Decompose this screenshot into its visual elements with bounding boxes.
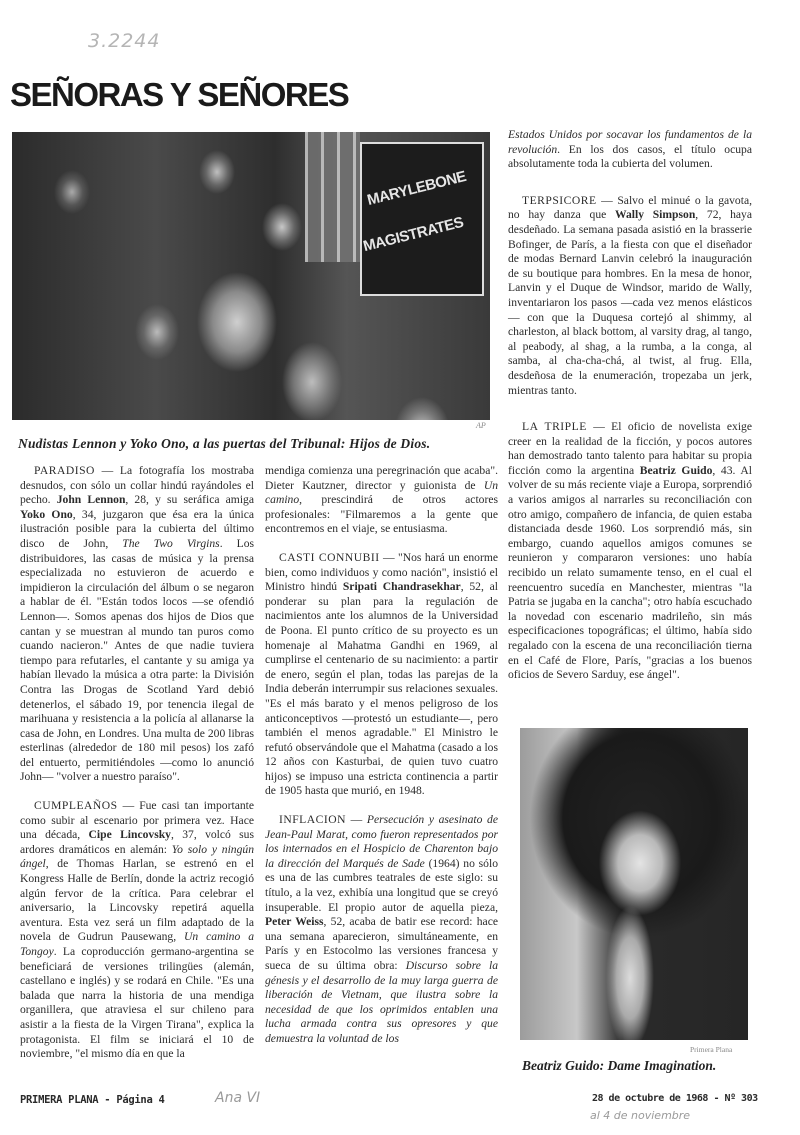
body-text: — "Nos hará un enorme bien, como individuos y como nación", insistió el Ministro hindú [265,550,498,594]
article-paragraph [508,420,752,683]
body-text: , prescindirá de otros actores profesionales: "Filmaremos a la gente que encontremos en el viaje, se entusiasma. [265,493,498,536]
italic-title: Discurso sobre la génesis y el desarrollo de la muy larga guerra de liberación de Vietnam, que ilustra sobre la necesidad de que los oprimidos entablen una lucha armada contra sus opresores y que demuestra la voluntad de los [265,959,498,1045]
article-column-3 [508,128,752,697]
article-paragraph [265,813,498,1047]
person-name: Beatriz Guido [639,463,713,477]
article-paragraph [265,464,498,537]
body-text: . Los distribuidores, las casas de música y la prensa especializada no estuvieron de acuerdo e impidieron la circulación del álbum o se negaron a hablar de él. "Están todos locos —se ofendió Lennon—. Somos apenas dos hijos de Dios que cantan y se muestran al mundo tan puros como cuando nacieron." Antes de que nadie tuviera tiempo para refutarles, el cantante y su amiga ya habían llevado la música a otra parte: la División Contra las Drogas de Scotland Yard debió detenerlos, el sábado 19, por tenencia ilegal de marihuana y resistencia a la policía al allanarse la casa de John, en Londres. Una multa de 200 libras esterlinas (alrededor de 180 mil pesos) los zafó del entuerto, permitiéndoles —como lo anunció John— "volver a nuestro paraíso". [20,536,254,784]
article-paragraph [508,128,752,172]
person-name: John Lennon [56,493,126,507]
article-paragraph [265,551,498,799]
body-text: . La coproducción germano-argentina se beneficiará de versiones trilingües (alemán, castellano e inglés) y se rodará en Chile. "Es una balada que narra la historia de una mendiga organillera, que atraviesa el sur chileno para asistir a la fiesta de la Virgen Tirana", explica la protagonista. El film se iniciará el 10 de noviembre, "el mismo día en que la [20,945,254,1061]
photo-caption: Beatriz Guido: Dame Imagination. [522,1058,717,1073]
person-name: Sripati Chandrasekhar [342,580,461,594]
italic-title: Estados Unidos por socavar los fundamentos de la revolución [508,128,752,156]
person-name: Yoko Ono [20,507,73,521]
section-heading: CUMPLEAÑOS [34,799,118,813]
section-heading: TERPSICORE [522,193,597,207]
article-paragraph [20,464,254,785]
body-text: , 72, haya desdeñado. La semana pasada asistió en la brasserie Bofinger, de París, a la fiesta con que el diseñador de modas Bernard Lanvin celebró la inauguración de su boutique para hombres. En la mesa de honor, Lanvin y el Duque de Windsor, marido de Wally, inventariaron los pasos —cada vez menos elásticos— con que la Duquesa cortejó al shimmy, al charleston, al black bottom, al varsity drag, al tango, al peabody, al shag, a la rumba, a la conga, al samba, al cha-cha-chá, al twist, al frug. Ella, desdeñosa de la enumeración, tropezaba un jerk, mientras tanto. [508,208,752,397]
person-name: Wally Simpson [615,208,696,222]
article-column-2 [265,464,498,1061]
body-text: — Salvo el minué o la gavota, no hay danza que [508,193,752,222]
person-name: Peter Weiss [265,915,324,929]
handwritten-signature: Ana VI [215,1090,261,1106]
body-text: , 34, juzgaron que ésa era la única ilustración posible para la cubierta del último disco de John, [20,507,254,550]
italic-title: Persecución y asesinato de Jean-Paul Marat, como fueron representados por los internados en el Hospicio de Charenton bajo la dirección del Marqués de Sade [265,813,498,870]
sign-line-1: MARYLEBONE [365,168,468,209]
handwritten-accession-number: 3.2244 [88,30,161,52]
body-text: (1964) no sólo es una de las cumbres teatrales de este siglo: su título, a la vez, exhibía una longitud que se creyó insuperable. El propio autor de aquella pieza, [265,856,498,914]
article-paragraph [20,799,254,1062]
italic-title: Yo solo y ningún ángel [20,842,254,871]
body-text: — [345,813,367,827]
window-grille [305,132,360,262]
body-text: , 43. Al volver de su más reciente viaje a Europa, sorprendió a varios amigos al narrarles su reconciliación con otro amigo, compañero de infancia, de quien estaba distanciada desde 1960. Los sorprendió más, sin embargo, cuando aquellos amigos comunes se reunieron y compararon versiones: uno había recibido un relato sumamente tenso, en el cual el reencuentro sucedía en Manchester, mientras "la Patria se jugaba en la cancha"; otro había escuchado la novedad con escenario madrileño, sin más especificaciones topográficas; el último, había sido regalado con la escena de una reconciliación tierna en el Café de Flore, París, "gracias a los buenos oficios de Severo Sarduy, ese ángel". [508,463,752,682]
body-text: — Fue casi tan importante como subir al escenario por primera vez. Hace una década, [20,799,254,842]
article-paragraph [508,194,752,398]
body-text: , 52, al ponderar su plan para la regulación de nacimientos ante los alumnos de la Universidad de Poona. El punto crítico de su proyecto es un homenaje al Mahatma Gandhi en 1969, al cumplirse el centenario de su nacimiento: a partir de enero, según el plan, todas las parejas de la India deberán interrumpir sus relaciones sexuales. "Es el más barato y el menos peligroso de los anticonceptivos —protestó un estudiante—, pero también el menos agradable." El Ministro le refutó observándole que el Mahatma (casado a los 12 años con Kasturbai, de quien tuvo cuatro hijos) se impuso una estricta continencia a partir de 1905 hasta que murió, en 1948. [265,580,498,798]
footer-publication-page: PRIMERA PLANA - Página 4 [20,1094,165,1106]
handwritten-date-note: al 4 de noviembre [590,1109,691,1122]
sign-line-2: MAGISTRATES [361,213,466,256]
body-text: , 52, acaba de batir ese record: hace una semana aparecieron, simultáneamente, en París y en Estocolmo las versiones francesa y sueca de su última obra: [265,915,498,972]
beatriz-guido-photo [520,728,748,1040]
photo-caption: Nudistas Lennon y Yoko Ono, a las puertas del Tribunal: Hijos de Dios. [18,436,431,451]
italic-title: Un camino a Tongoy [20,930,254,958]
magistrates-sign [360,142,484,296]
photo-credit: Primera Plana [690,1045,733,1054]
section-heading: CASTI CONNUBII [279,550,380,564]
body-text: , 28, y su seráfica amiga [125,493,254,507]
person-name: Cipe Lincovsky [88,828,171,842]
footer-date-issue: 28 de octubre de 1968 - Nº 303 [592,1093,758,1104]
section-heading: PARADISO [34,464,95,477]
italic-title: Un camino [265,478,498,507]
body-text: mendiga comienza una peregrinación que acaba". Dieter Kautzner, director y guionista de [265,464,498,492]
section-heading: INFLACION [279,813,346,827]
lennon-ono-photo [12,132,490,420]
body-text: , 37, volcó sus ardores dramáticos en alemán: [20,828,254,856]
section-heading: LA TRIPLE [522,420,587,434]
body-text: . En los dos casos, el título ocupa absolutamente toda la cubierta del volumen. [508,142,752,171]
body-text: — El oficio de novelista exige creer en la realidad de la ficción, y pocos autores han demostrado tanto talento para habitar su propia ficción como la argentina [508,420,752,477]
body-text: — La fotografía los mostraba desnudos, con sólo un collar hindú rayándoles el pecho. [20,464,254,507]
article-column-1 [20,464,254,1076]
photo-credit: AP [476,421,486,430]
body-text: , de Thomas Harlan, se estrenó en el Kongress Halle de Berlín, donde la actriz recogió algún fervor de la crítica. Para celebrar el aniversario, la Lincovsky repetirá aquella aventura. Esta vez será un film adaptado de la novela de Gudrun Pausewang, [20,857,254,944]
section-title: SEÑORAS Y SEÑORES [10,76,349,113]
italic-title: The Two Virgins [122,536,220,550]
